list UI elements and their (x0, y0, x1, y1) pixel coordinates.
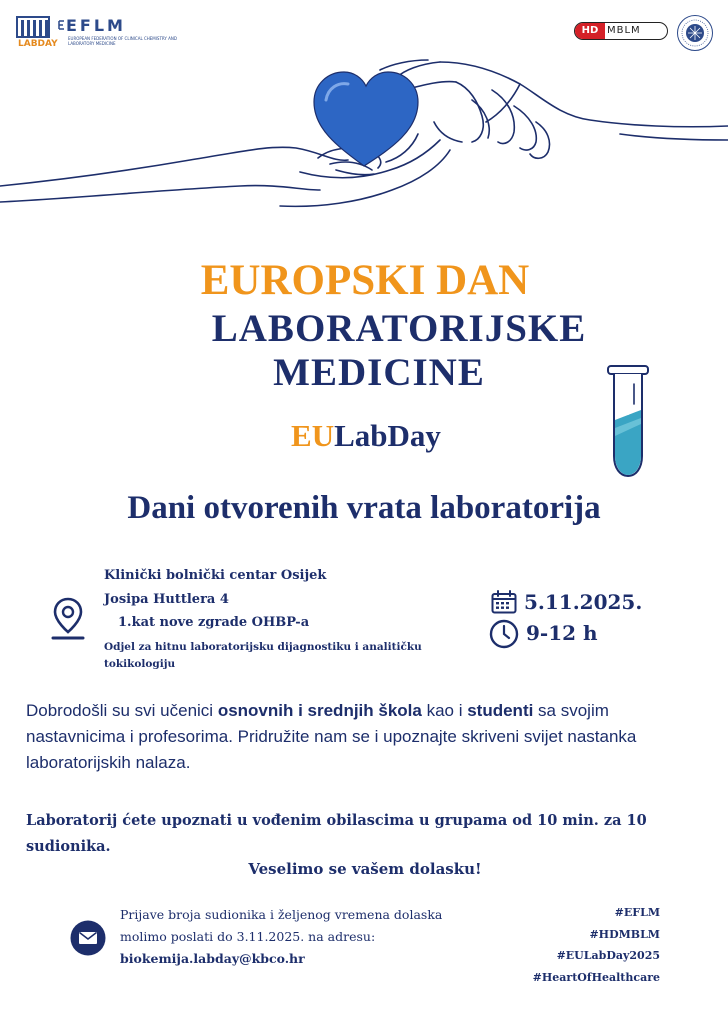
event-time: 9-12 h (526, 621, 598, 645)
intro-text-1: Dobrodošli su svi učenici (26, 701, 218, 720)
intro-students: studenti (467, 701, 534, 720)
intro-paragraph (26, 698, 706, 776)
clock-icon (489, 619, 519, 649)
hashtag: #EULabDay2025 (556, 949, 660, 962)
registration-email[interactable]: biokemija.labday@kbco.hr (120, 951, 305, 966)
open-days-subtitle: Dani otvorenih vrata laboratorija (127, 490, 601, 526)
mail-icon (70, 920, 106, 956)
hashtag: #HeartOfHealthcare (532, 970, 660, 984)
hdmblm-logo-hd: HD (575, 23, 605, 39)
intro-text-3: sa svojim nastavnicima i profesorima. Pridružite nam se i upoznajte skriveni svijet nastanka laboratorijskih nalaza. (26, 701, 637, 772)
hashtag: #EFLM (614, 906, 660, 919)
hands-heart-illustration (0, 30, 728, 230)
brand-prefix: EU (291, 418, 335, 453)
hashtag: #HDMBLM (589, 927, 660, 941)
eflm-full-name: EUROPEAN FEDERATION OF CLINICAL CHEMISTRY AND LABORATORY MEDICINE (68, 36, 177, 46)
tour-info: Laboratorij ćete upoznati u vođenim obilascima u grupama od 10 min. za 10 sudionika. (26, 812, 647, 855)
location-hospital: Klinički bolnički centar Osijek (104, 568, 327, 583)
registration-text: Prijave broja sudionika i željenog vremena dolaska molimo poslati do 3.11.2025. na adresu: (120, 907, 443, 944)
intro-text-2: kao i (421, 701, 468, 720)
test-tube-icon (604, 364, 652, 480)
location-floor: 1.kat nove zgrade OHBP-a (118, 615, 310, 630)
hdmblm-logo-mblm: MBLM (607, 25, 641, 36)
calendar-icon (491, 590, 517, 614)
location-pin-icon (50, 596, 86, 642)
welcome-text: Veselimo se vašem dolasku! (248, 860, 482, 878)
eflm-name: EFLM (66, 16, 126, 35)
labday-logo-text: LABDAY (18, 39, 58, 49)
event-date: 5.11.2025. (524, 590, 643, 614)
event-title-line-1: EUROPSKI DAN (200, 257, 530, 304)
event-title-line-3: MEDICINE (273, 351, 485, 394)
eflm-logo-icon (58, 20, 66, 30)
registration-info (120, 904, 460, 970)
hashtags (533, 902, 660, 988)
brand-suffix: LabDay (334, 418, 441, 453)
event-title-line-2: LABORATORIJSKE (211, 307, 587, 350)
location-department: Odjel za hitnu laboratorijsku dijagnostiku i analitičku tokikologiju (104, 641, 422, 670)
location-street: Josipa Huttlera 4 (104, 592, 229, 607)
intro-schools: osnovnih i srednjih škola (217, 701, 422, 720)
